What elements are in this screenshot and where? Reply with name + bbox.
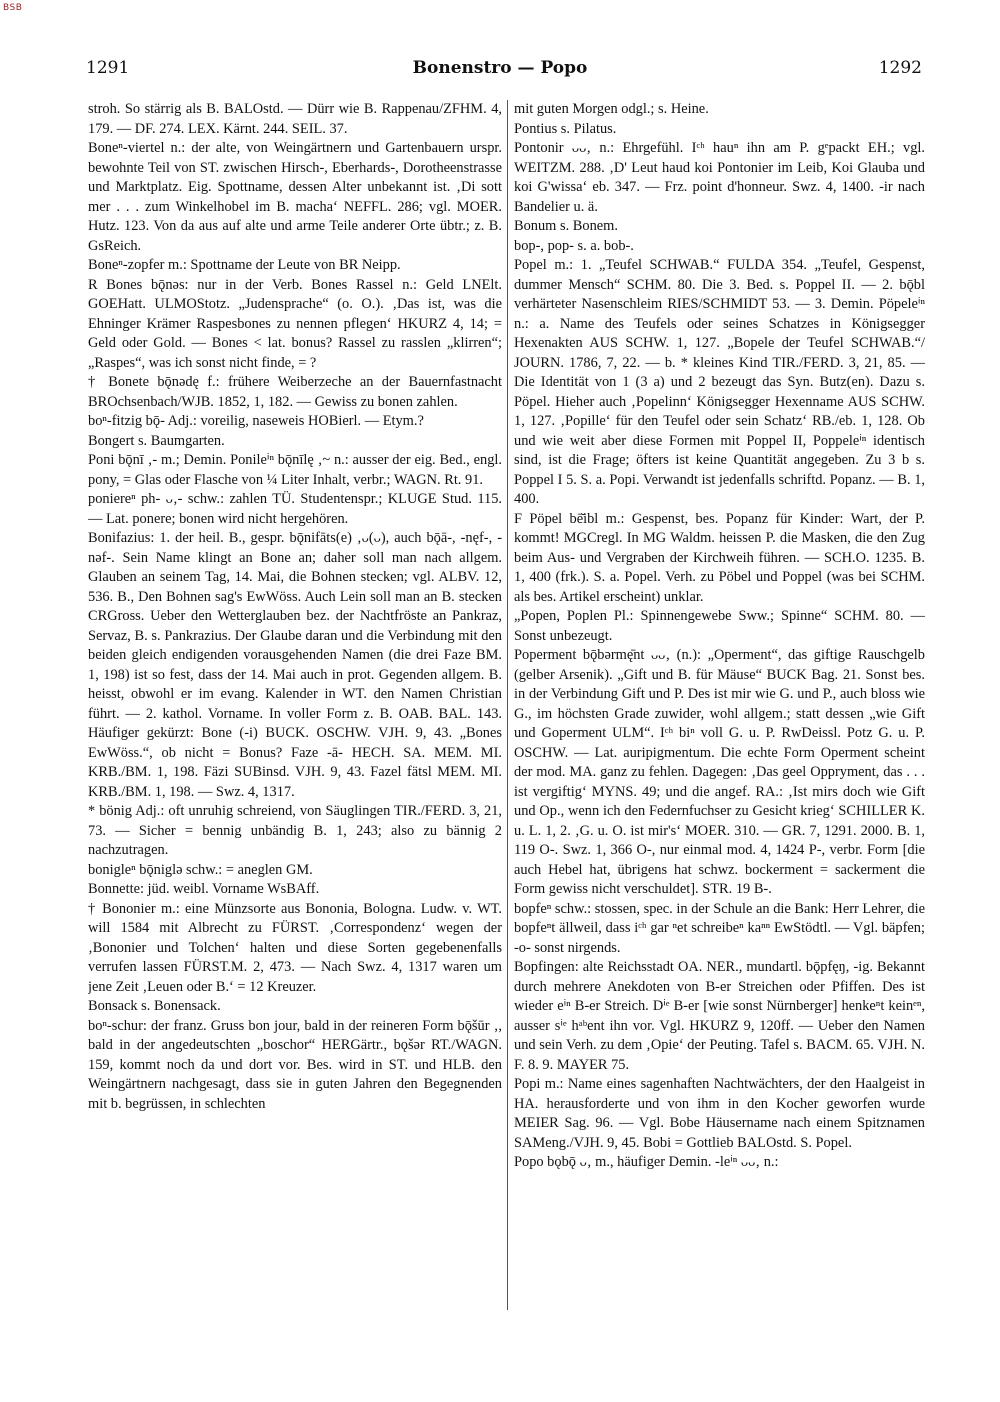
entry: mit guten Morgen odgl.; s. Heine.	[514, 101, 709, 117]
entry: Bonum s. Bonem.	[514, 218, 618, 234]
entry: Bonnette: jüd. weibl. Vorname WsBAff.	[88, 881, 320, 897]
entry: Popi m.: Name eines sagenhaften Nachtwächters, der den Haalgeist in HA. herausforderte und von ihm in den Kocher geworfen wurde MEIER Sag. 96. — Vgl. Bobe Häusername nach einem Spitznamen SAMeng./VJH. 9, 45. Bobi = Gottlieb BALOstd. S. Popel.	[514, 1076, 925, 1151]
entry: Pontius s. Pilatus.	[514, 120, 617, 137]
entry: R Bones bǭnəs: nur in der Verb. Bones Rassel n.: Geld LNElt. GOEHatt. ULMOStotz. „Judensprache“ (o. O.). ‚Das ist, was die Ehninger Krämer Raspesbones zu nennen pflegen‘ HKURZ 4, 14; = Geld oder Gold. — Bones < lat. bonus? Rassel zu rasslen „klirren“; „Raspes“, was ich sonst nicht finde, = ?	[88, 276, 502, 371]
entry: bop-, pop- s. a. bob-.	[514, 237, 634, 254]
entry: bopfeⁿ schw.: stossen, spec. in der Schule an die Bank: Herr Lehrer, die bopfeⁿt ällweil, dass iᶜʰ gar ⁿet schreibeⁿ kaⁿⁿ EwStödtl. — Vgl. bäpfen; -o- sonst nirgends.	[514, 900, 925, 956]
entry: Bonsack s. Bonensack.	[88, 998, 221, 1014]
entry: Bopfingen: alte Reichsstadt OA. NER., mundartl. bǭpfęŋ, -ig. Bekannt durch mehrere Anekdoten von B-er Streichen oder Pfiffen. Des ist wieder eⁱⁿ B-er Streich. Dⁱᵉ B-er [wie sonst Nürnberger] henkeⁿt keinᵉⁿ, ausser sⁱᵉ hᵃᵇent ihn vor. Vgl. HKURZ 9, 120ff. — Ueber den Namen und sein Verh. zu dem ‚Opie‘ der Peuting. Tafel s. BACM. 65. VJH. N. F. 8. 9. MAYER 75.	[514, 959, 925, 1073]
entry: Bonifazius: 1. der heil. B., gespr. bǭnifāts(e) ‚ᴗ(ᴗ), auch bǭā-, -nęf-, -nəf-. Sein Name klingt an Bone an; daher soll man nach allgem. Glauben an seinem Tag, 14. Mai, die Bohnen stecken; vgl. ALBV. 12, 536. B., Den Bohnen sag's EwWöss. Auch Lein soll man an B. stecken CRGross. Ueber den Wetterglauben bez. der Nachtfröste an Pankraz, Servaz, B. s. Pankrazius. Der Glaube daran und die Verbindung mit den beiden gleich endigenden vorausgehenden Namen (die drei Faze BM. 1, 198) ist so fest, dass der 14. Mai auch in prot. Gegenden allgem. B. heisst, obwohl er im evang. Kalender in WT. den Namen Christian führt. — 2. kathol. Vorname. In voller Form z. B. OAB. BAL. 143. Häufiger gekürzt: Bone (-i) BUCK. OSCHW. VJH. 9, 43. „Bones EwWöss.“, ob nicht = Bonus? Faze -ā- HECH. SA. MEM. MI. KRB./BM. 1, 198. Fäzi SUBinsd. VJH. 9, 43. Fazel fätsl MEM. MI. KRB./BM. 1, 198. — Swz. 4, 1317.	[88, 530, 502, 800]
page-title: Bonenstro — Popo	[412, 58, 588, 78]
entry: „Popen, Poplen Pl.: Spinnengewebe Sww.; Spinne“ SCHM. 80. — Sonst unbezeugt.	[514, 608, 925, 644]
entry: stroh. So stärrig als B. BALOstd. — Dürr wie B. Rappenau/ZFHM. 4, 179. — DF. 274. LEX. Kärnt. 244. SEIL. 37.	[88, 101, 502, 137]
entry: * bönig Adj.: oft unruhig schreiend, von Säuglingen TIR./FERD. 3, 21, 73. — Sicher = bennig unbändig B. 1, 243; also zu bännig 2 nachzutragen.	[88, 803, 502, 858]
entry: Bongert s. Baumgarten.	[88, 432, 225, 449]
entry: Pontonir ᴗᴗ‚ n.: Ehrgefühl. Iᶜʰ hauⁿ ihn am P. gᵉpackt EH.; vgl. WEITZM. 288. ‚D' Leut haud koi Pontonier im Leib, Koi Glauba und koi G'wissa‘ eb. 347. — Frz. point d'honneur. Swz. 4, 1400. -ir nach Bandelier u. ä.	[514, 140, 925, 215]
entry: bonigleⁿ bǭniglə schw.: = aneglen GM.	[88, 861, 313, 878]
entry: Boneⁿ-zopfer m.: Spottname der Leute von BR Neipp.	[88, 257, 401, 273]
left-column	[88, 100, 502, 1390]
column-divider	[507, 100, 508, 1310]
entry: boⁿ-schur: der franz. Gruss bon jour, bald in der reineren Form bǭšūr ‚, bald in der angedeutschten „boschor“ HERGärtr., bǫšər RT./WAGN. 159, kommt noch da und dort vor. Bes. wird in ST. und HLB. den Weingärtnern nachgesagt, dass sie in guten Jahren den Begegnenden mit b. begrüssen, in schlechten	[88, 1017, 502, 1112]
entry: poniereⁿ ph- ᴗ‚- schw.: zahlen TÜ. Studentenspr.; KLUGE Stud. 115. — Lat. ponere; bonen wird nicht hergehören.	[88, 491, 502, 527]
library-stamp: BSB	[3, 3, 23, 13]
entry: boⁿ-fitzig bǭ- Adj.: voreilig, naseweis HOBierl. — Etym.?	[88, 413, 424, 429]
page-number-left: 1291	[86, 58, 130, 78]
entry: † Bonete bǭnədę f.: frühere Weiberzeche an der Bauernfastnacht BROchsenbach/WJB. 1852, 1, 182. — Gewiss zu bonen zahlen.	[88, 374, 502, 410]
entry: Boneⁿ-viertel n.: der alte, von Weingärtnern und Gartenbauern urspr. bewohnte Teil von ST. zwischen Hirsch-, Eberhards-, Dorotheenstrasse und Marktplatz. Eig. Spottname, dessen Alter unbekannt ist. ‚Di sott mer . . . zum Winkelhobel im B. macha‘ NEFFL. 286; vgl. MOER. Hutz. 123. Von da aus auf alte und arme Teile anderer Orte übtr.; z. B. GsReich.	[88, 140, 502, 254]
entry: Poperment bǭbərmę̄nt ᴗᴗ‚ (n.): „Operment“, das giftige Rauschgelb (gelber Arsenik). „Gift und B. für Mäuse“ BUCK Bag. 21. Sonst bes. in der Verbindung Gift und P. Des ist mir wie G. und P., auch bloss wie G., im höchsten Grade zuwider, wohl allgem.; statt dessen „wie Gift und Goperment ULM“. Iᶜʰ biⁿ voll G. u. P. RwDeissl. Potz G. u. P. OSCHW. — Lat. auripigmentum. Die echte Form Operment scheint der mod. MA. ganz zu fehlen. Dagegen: ‚Das geel Oppryment, das . . . ist vergiftig‘ MYNS. 49; und die angef. RA.: ‚Ist mirs doch wie Gift und Op., wenn ich den Federnfuchser zu Gesicht krieg‘ SCHILLER K. u. L. 1, 2. ‚G. u. O. ist mir's‘ MOER. 310. — GR. 7, 1291. 2000. B. 1, 119 O-. Swz. 1, 366 O-, nur einmal mod. 4, 1424 P-, verbr. Form [die auch Hebel hat, übrigens hat schwz. bockerment = sackerment die Form gewiss nicht verschuldet]. STR. 19 B-.	[514, 647, 925, 897]
entry: Popo bǫbǭ ᴗ‚ m., häufiger Demin. -leⁱⁿ ᴗᴗ‚ n.:	[514, 1154, 779, 1170]
right-column	[514, 100, 925, 1390]
running-header	[0, 58, 1000, 84]
entry: † Bononier m.: eine Münzsorte aus Bononia, Bologna. Ludw. v. WT. will 1584 mit Albrecht zu FÜRST. ‚Correspondenz‘ wegen der ‚Bononier und Tolchen‘ halten und diese Sorten gegebenenfalls verrufen lassen FÜRST.M. 2, 473. — Nach Swz. 4, 1317 waren um jene Zeit ‚Leuen oder B.‘ = 12 Kreuzer.	[88, 900, 502, 995]
entry: F Pöpel bē̆ibl m.: Gespenst, bes. Popanz für Kinder: Wart, der P. kommt! MGCregl. In MG Waldm. heissen P. die Masken, die den Zug beim Aus- und Vergraben der Kirchweih führen. — SCH.O. 1235. B. 1, 400 (frk.). S. a. Popel. Verh. zu Pöbel und Poppel (was bei SCHM. als bes. Artikel erscheint) unklar.	[514, 510, 925, 605]
entry: Popel m.: 1. „Teufel SCHWAB.“ FULDA 354. „Teufel, Gespenst, dummer Mensch“ SCHM. 80. Die 3. Bed. s. Poppel II. — 2. bǭbl verhärteter Nasenschleim RIES/SCHMIDT 53. — 3. Demin. Pöpeleⁱⁿ n.: a. Name des Teufels oder seines Schatzes in Königsegger Hexenakten AUS SCHW. 1, 127. „Bopele der Teufel SCHWAB.“/ JOURN. 1786, 7, 22. — b. * kleines Kind TIR./FERD. 3, 21, 85. — Die Identität von 1 (3 a) und 2 bezeugt das Syn. Butz(en). Dazu s. Pöpel. Hieher auch ‚Popelinn‘ Königsegger Hexenname AUS SCHW. 1, 127. ‚Popille‘ für den Teufel oder sein Schatz‘ RB./eb. 1, 128. Ob und wie weit aber diese Formen mit Poppel II, Poppeleⁱⁿ identisch sind, ist die Frage; öfters ist keine Quantität angegeben. Zu 3 b s. Poppel I 5. S. a. Popi. Verwandt ist jedenfalls schriftd. Popanz. — B. 1, 400.	[514, 257, 925, 507]
entry: Poni bǭnī ‚- m.; Demin. Ponileⁱⁿ bǭnīlę ‚~ n.: ausser der eig. Bed., engl. pony, = Glas oder Flasche von ¼ Liter Inhalt, verbr.; WAGN. Rt. 91.	[88, 452, 502, 488]
page-number-right: 1292	[878, 58, 922, 78]
